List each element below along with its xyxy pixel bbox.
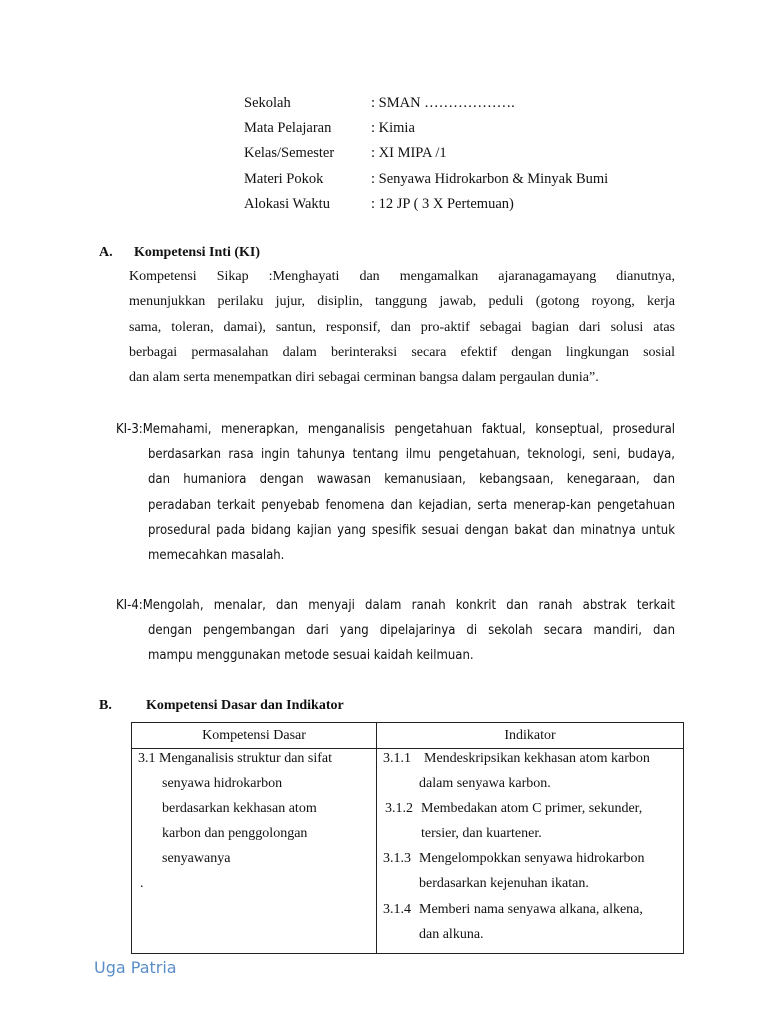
ki3-line: KI-3:Memahami, menerapkan, menganalisis pengetahuan faktual, konseptual, prosedural [116, 422, 675, 437]
ki3-line: memecahkan masalah. [148, 548, 285, 564]
meta-value: : Senyawa Hidrokarbon & Minyak Bumi [371, 171, 609, 187]
ki3-line: peradaban terkait penyebab fenomena dan kejadian, serta menerap-kan pengetahuan [148, 497, 675, 513]
ki3-line: dan humaniora dengan wawasan kemanusiaan, kebangsaan, kenegaraan, dan [148, 472, 675, 488]
kd-line: 3.1 Menganalisis struktur dan sifat [138, 751, 333, 766]
footer-author: Uga Patria [94, 958, 177, 977]
ki4-paragraph [148, 618, 675, 669]
table-column-divider [376, 723, 377, 953]
kd-line: karbon dan penggolongan [162, 826, 308, 841]
indicator-line: Mengelompokkan senyawa hidrokarbon [419, 851, 645, 866]
section-a-letter: A. [99, 245, 113, 260]
indicator-number: 3.1.4 [383, 902, 411, 917]
indicator-line: tersier, dan kuartener. [421, 826, 542, 841]
ki4-line: KI-4:Mengolah, menalar, dan menyaji dalam ranah konkrit dan ranah abstrak terkait [116, 598, 675, 613]
indicator-line: Mendeskripsikan kekhasan atom karbon [424, 751, 650, 766]
indicator-line: berdasarkan kejenuhan ikatan. [419, 876, 589, 891]
meta-value: : SMAN ………………. [371, 95, 515, 111]
indicator-number: 3.1.3 [383, 851, 411, 866]
ki4-line: mampu menggunakan metode sesuai kaidah keilmuan. [148, 648, 474, 664]
kd-line: senyawanya [162, 851, 231, 866]
ki1-line: menunjukkan perilaku jujur, disiplin, tanggung jawab, peduli (gotong royong, kerja [129, 294, 675, 310]
ki3-line: berdasarkan rasa ingin tahunya tentang ilmu pengetahuan, teknologi, seni, budaya, [148, 447, 675, 462]
ki1-line: dan alam serta menempatkan diri sebagai cerminan bangsa dalam pergaulan dunia”. [129, 370, 599, 386]
indicator-line: dan alkuna. [419, 927, 484, 942]
section-a-title: Kompetensi Inti (KI) [134, 245, 260, 260]
kd-line: . [140, 876, 144, 891]
ki1-line: sama, toleran, damai), santun, responsif, dan pro-aktif sebagai bagian dari solusi atas [129, 319, 675, 335]
meta-row-topic [244, 170, 608, 188]
section-b-title: Kompetensi Dasar dan Indikator [146, 698, 344, 713]
ki4-line: dengan pengembangan dari yang dipelajarinya di sekolah secara mandiri, dan [148, 623, 675, 638]
meta-label: Alokasi Waktu [244, 196, 330, 212]
kd-line: senyawa hidrokarbon [162, 776, 283, 791]
meta-label: Kelas/Semester [244, 145, 335, 161]
indicator-line: dalam senyawa karbon. [419, 776, 551, 791]
meta-row-subject [244, 119, 415, 137]
ki3-line: prosedural pada bidang kajian yang spesifik sesuai dengan bakat dan minatnya untuk [148, 522, 675, 538]
meta-label: Mata Pelajaran [244, 120, 332, 136]
ki4-first-line [116, 593, 675, 618]
meta-value: : XI MIPA /1 [371, 145, 447, 161]
indicator-number: 3.1.2 [385, 801, 413, 816]
meta-row-time [244, 195, 514, 213]
indicator-number: 3.1.1 [383, 751, 411, 766]
meta-value: : Kimia [371, 120, 415, 136]
table-header-indicator: Indikator [504, 728, 556, 743]
ki1-paragraph [129, 264, 675, 390]
section-b-letter: B. [99, 698, 112, 713]
ki1-line: berbagai permasalahan dalam berinteraksi secara efektif dengan lingkungan sosial [129, 344, 675, 360]
kd-line: berdasarkan kekhasan atom [162, 801, 317, 816]
meta-label: Materi Pokok [244, 171, 324, 187]
meta-row-class [244, 144, 447, 162]
ki3-first-line [116, 417, 675, 442]
table-header-kd: Kompetensi Dasar [202, 728, 306, 743]
indicator-line: Membedakan atom C primer, sekunder, [421, 801, 643, 816]
meta-value: : 12 JP ( 3 X Pertemuan) [371, 196, 514, 212]
ki1-line: Kompetensi Sikap :Menghayati dan mengamalkan ajaranagamayang dianutnya, [129, 269, 675, 284]
indicator-line: Memberi nama senyawa alkana, alkena, [419, 902, 643, 917]
meta-label: Sekolah [244, 95, 291, 111]
ki3-paragraph [148, 442, 675, 568]
meta-row-school [244, 94, 515, 112]
kd-indicator-table [131, 722, 684, 954]
